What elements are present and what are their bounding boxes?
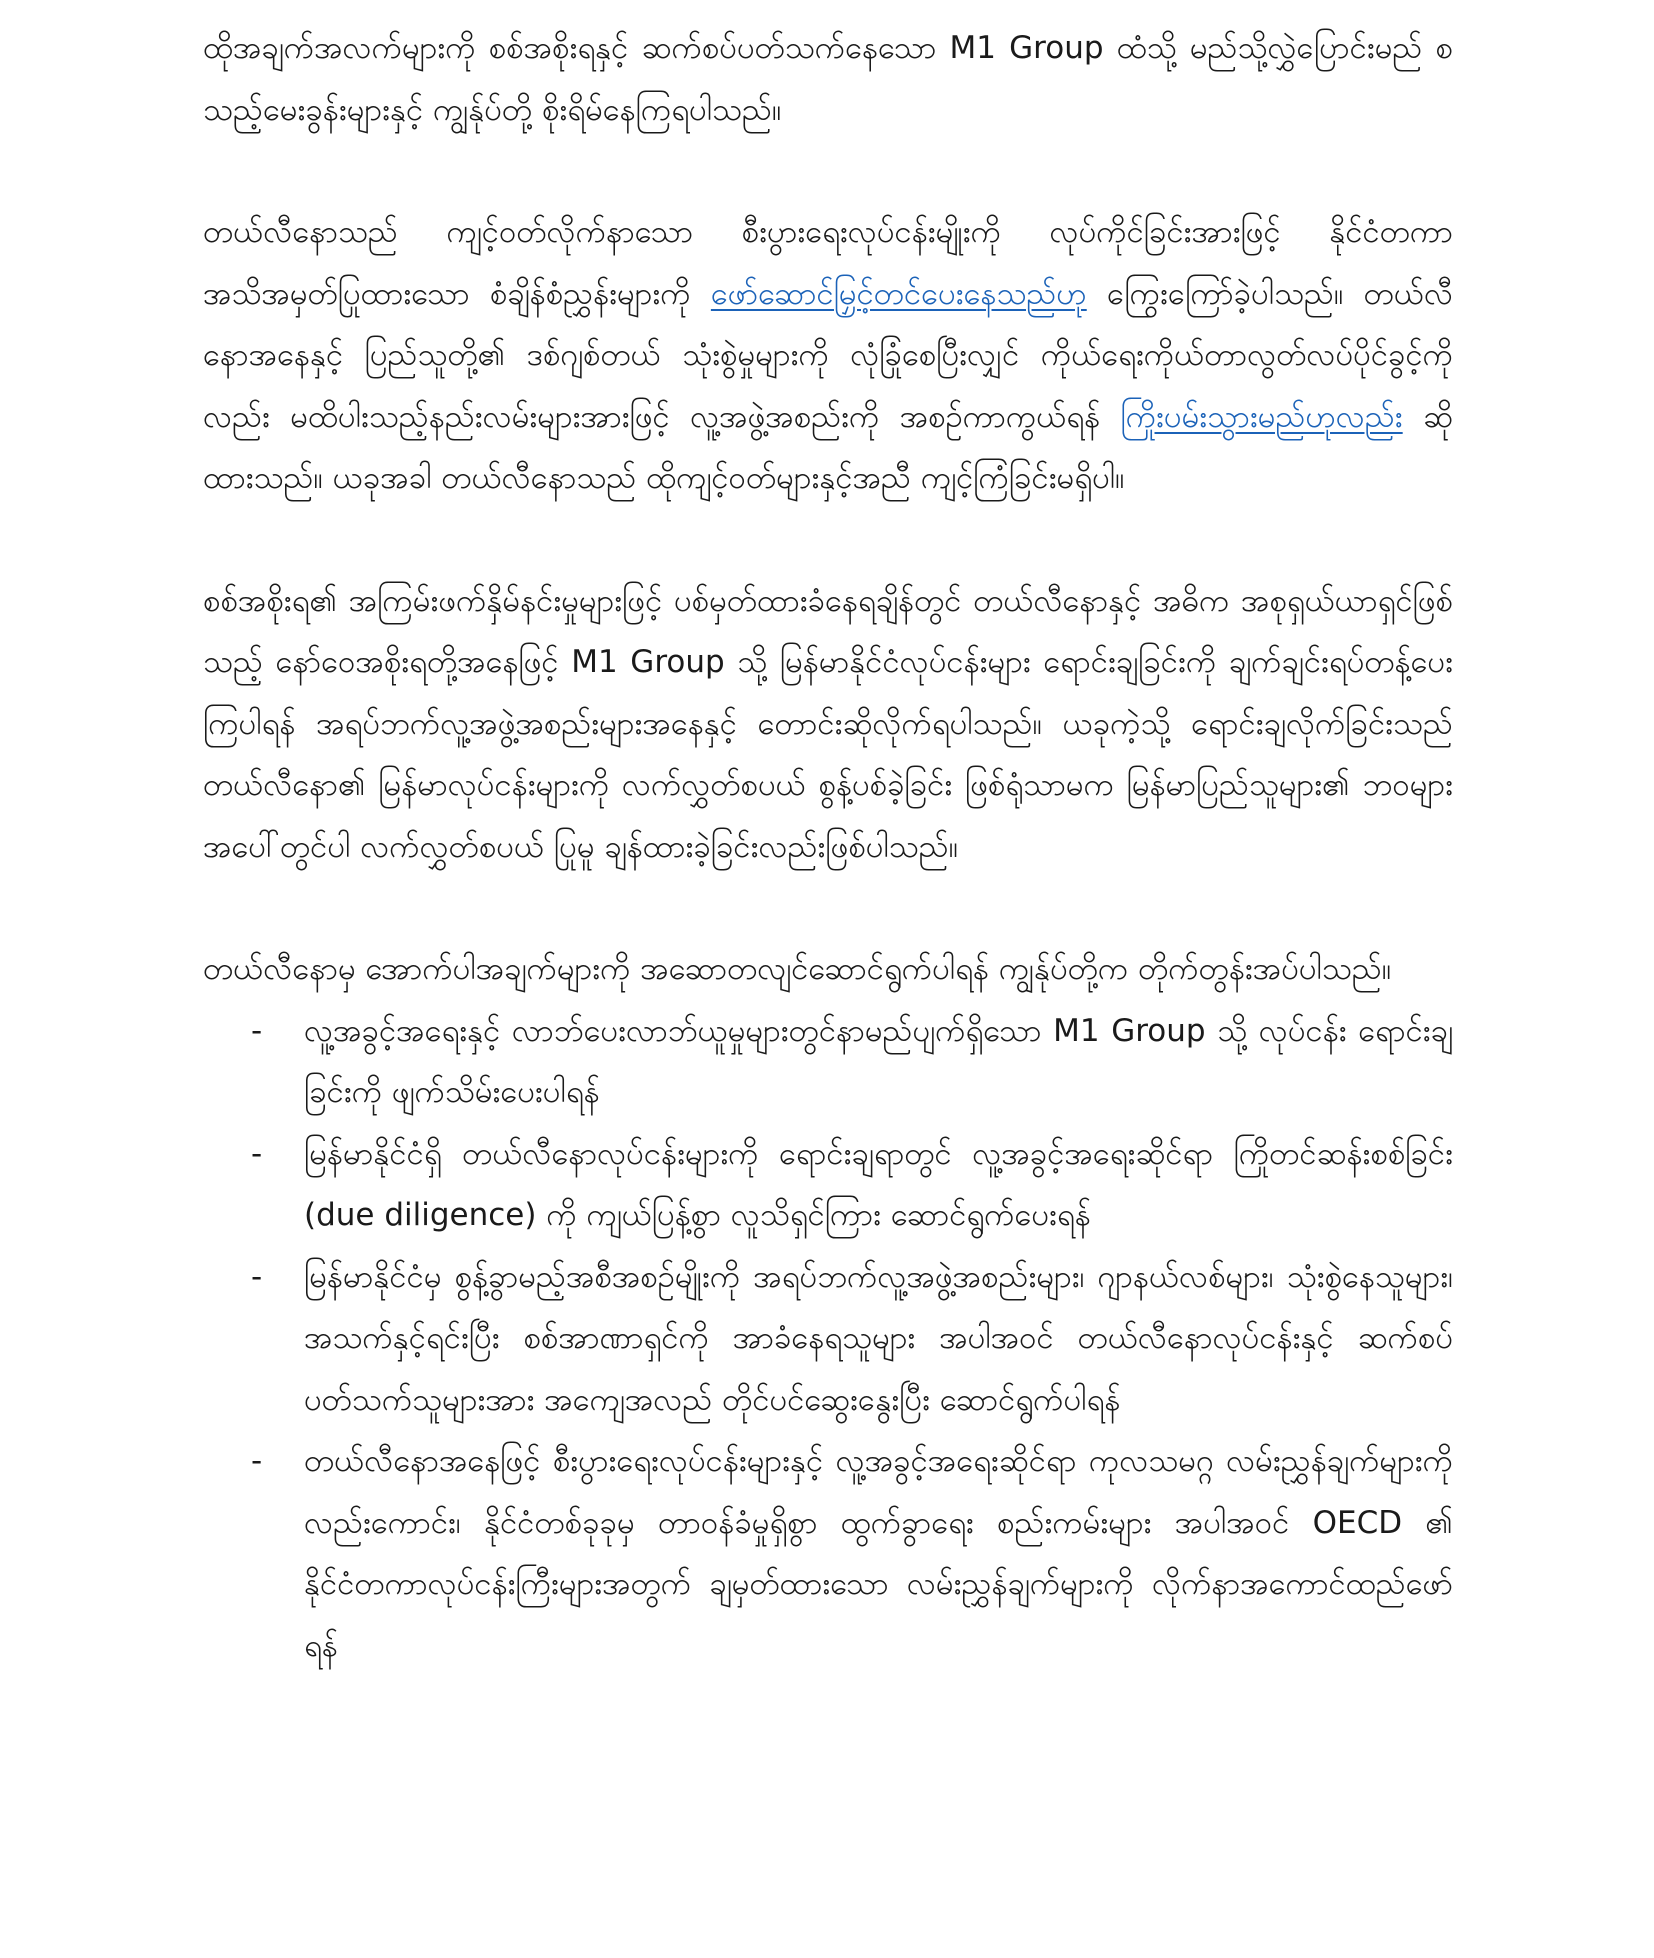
paragraph-text: ထိုအချက်အလက်များကို စစ်အစိုးရနှင့် ဆက်စပ်ပတ်သက်နေသော M1 Group ထံသို့ မည်သို့လွှဲပြောင်းမည် စသည့်မေးခွန်းများနှင့် ကျွန်ုပ်တို့ စိုးရိမ်နေကြရပါသည်။: [203, 30, 1453, 128]
paragraph-text: စစ်အစိုးရ၏ အကြမ်းဖက်နှိမ်နင်းမှုများဖြင့် ပစ်မှတ်ထားခံနေရချိန်တွင် တယ်လီနောနှင့် အဓိက အစုရှယ်ယာရှင်ဖြစ်သည့် နော်ဝေအစိုးရတို့အနေဖြင့် M1 Group သို့ မြန်မာနိုင်ငံလုပ်ငန်းများ ရောင်းချခြင်းကို ချက်ချင်းရပ်တန့်ပေးကြပါရန် အရပ်ဘက်လူ့အဖွဲ့အစည်းများအနေနှင့် တောင်းဆိုလိုက်ရပါသည်။ ယခုကဲ့သို့ ရောင်းချလိုက်ခြင်းသည် တယ်လီနော၏ မြန်မာလုပ်ငန်းများကို လက်လွှတ်စပယ် စွန့်ပစ်ခဲ့ခြင်း ဖြစ်ရုံသာမက မြန်မာပြည်သူများ၏ ဘဝများအပေါ်တွင်ပါ လက်လွှတ်စပယ် ပြုမူ ချန်ထားခဲ့ခြင်းလည်းဖြစ်ပါသည်။: [203, 582, 1453, 865]
bullet-marker: -: [251, 1443, 263, 1479]
paragraph-data-transfer-concern: [203, 18, 1453, 141]
list-item-text: မြန်မာနိုင်ငံမှ စွန့်ခွာမည့်အစီအစဉ်မျိုးကို အရပ်ဘက်လူ့အဖွဲ့အစည်းများ၊ ဂျာနယ်လစ်များ၊ သုံးစွဲနေသူများ၊ အသက်နှင့်ရင်းပြီး စစ်အာဏာရှင်ကို အာခံနေရသူများ အပါအဝင် တယ်လီနောလုပ်ငန်းနှင့် ဆက်စပ်ပတ်သက်သူများအား အကျေအလည် တိုင်ပင်ဆွေးနွေးပြီး ဆောင်ရွက်ပါရန်: [304, 1258, 1453, 1418]
list-item: [203, 1431, 1453, 1677]
paragraph-text: တယ်လီနောသည် ကျင့်ဝတ်လိုက်နာသော စီးပွားရေးလုပ်ငန်းမျိုးကို လုပ်ကိုင်ခြင်းအားဖြင့် နိုင်ငံတကာ အသိအမှတ်ပြုထားသော စံချိန်စံညွှန်းများကို: [203, 214, 1453, 312]
paragraph-text: တယ်လီနောမှ အောက်ပါအချက်များကို အဆောတလျင်ဆောင်ရွက်ပါရန် ကျွန်ုပ်တို့က တိုက်တွန်းအပ်ပါသည်။: [203, 951, 1392, 987]
list-item-text: တယ်လီနောအနေဖြင့် စီးပွားရေးလုပ်ငန်းများနှင့် လူ့အခွင့်အရေးဆိုင်ရာ ကုလသမဂ္ဂ လမ်းညွှန်ချက်များကို လည်းကောင်း၊ နိုင်ငံတစ်ခုခုမှ တာဝန်ခံမှုရှိစွာ ထွက်ခွာရေး စည်းကမ်းများ အပါအဝင် OECD ၏ နိုင်ငံတကာလုပ်ငန်းကြီးများအတွက် ချမှတ်ထားသော လမ်းညွှန်ချက်များကို လိုက်နာအကောင်ထည်ဖော်ရန်: [304, 1443, 1454, 1664]
bullet-marker: -: [251, 1012, 263, 1049]
document-body: [203, 18, 1453, 1677]
paragraph-urge-intro: [203, 939, 1453, 1001]
bullet-marker: -: [251, 1135, 263, 1172]
demands-list: [203, 1001, 1453, 1678]
list-item-text: လူ့အခွင့်အရေးနှင့် လာဘ်ပေးလာဘ်ယူမှုများတွင်နာမည်ပျက်ရှိသော M1 Group သို့ လုပ်ငန်း ရောင်းချခြင်းကို ဖျက်သိမ်းပေးပါရန်: [304, 1012, 1453, 1110]
paragraph-text: ကြွေးကြော်ခဲ့ပါသည်။ တယ်လီနောအနေနှင့် ပြည်သူတို့၏ ဒစ်ဂျစ်တယ် သုံးစွဲမှုများကို လုံခြုံစေပြီးလျှင် ကိုယ်ရေးကိုယ်တာလွတ်လပ်ပိုင်ခွင့်ကိုလည်း မထိပါးသည့်နည်းလမ်းများအားဖြင့် လူ့အဖွဲ့အစည်းကို အစဉ်ကာကွယ်ရန်: [203, 275, 1454, 435]
list-item-text: မြန်မာနိုင်ငံရှိ တယ်လီနောလုပ်ငန်းများကို ရောင်းချရာတွင် လူ့အခွင့်အရေးဆိုင်ရာ ကြိုတင်ဆန်းစစ်ခြင်း (due diligence) ကို ကျယ်ပြန့်စွာ လူသိရှင်ကြား ဆောင်ရွက်ပေးရန်: [304, 1135, 1453, 1233]
paragraph-sale-demand: [203, 571, 1453, 879]
paragraph-telenor-ethics: [203, 202, 1453, 510]
bullet-marker: -: [251, 1258, 263, 1295]
list-item: [203, 1001, 1453, 1124]
paragraph-text: ဆိုထားသည်။ ယခုအခါ တယ်လီနောသည် ထိုကျင့်ဝတ်များနှင့်အညီ ကျင့်ကြံခြင်းမရှိပါ။: [203, 398, 1453, 496]
link-commitment[interactable]: ကြိုးပမ်းသွားမည်ဟုလည်း: [1120, 398, 1403, 435]
link-promoting-standards[interactable]: ဖော်ဆောင်မြှင့်တင်ပေးနေသည်ဟု: [710, 275, 1087, 312]
list-item: [203, 1247, 1453, 1432]
list-item: [203, 1124, 1453, 1247]
